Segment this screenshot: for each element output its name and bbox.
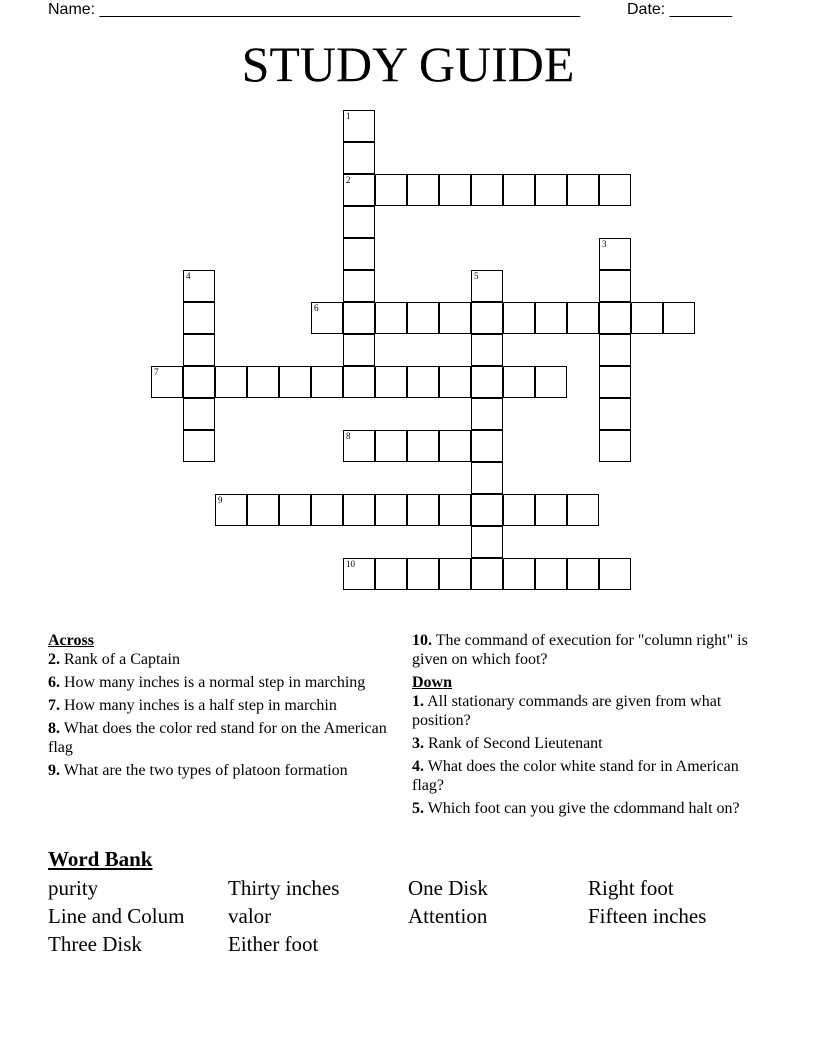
clue-text: How many inches is a half step in marchin — [64, 697, 337, 714]
crossword-cell[interactable] — [247, 494, 279, 526]
clue-across-7 — [48, 696, 393, 715]
crossword-cell[interactable] — [503, 174, 535, 206]
crossword-cell[interactable] — [535, 302, 567, 334]
cell-number: 8 — [346, 431, 351, 441]
cell-number: 2 — [346, 175, 351, 185]
crossword-cell[interactable] — [599, 334, 631, 366]
crossword-cell[interactable] — [535, 174, 567, 206]
crossword-cell[interactable] — [503, 366, 535, 398]
crossword-cell[interactable] — [471, 494, 503, 526]
crossword-cell[interactable] — [599, 366, 631, 398]
crossword-cell[interactable] — [599, 174, 631, 206]
crossword-cell[interactable] — [471, 462, 503, 494]
crossword-cell[interactable] — [471, 302, 503, 334]
crossword-cell[interactable] — [183, 334, 215, 366]
clue-text: What does the color red stand for on the American flag — [48, 720, 387, 756]
clue-number: 6. — [48, 674, 60, 691]
crossword-cell[interactable] — [407, 494, 439, 526]
crossword-cell[interactable] — [247, 366, 279, 398]
cell-number: 5 — [474, 271, 479, 281]
crossword-cell[interactable] — [183, 398, 215, 430]
clue-text: Rank of Second Lieutenant — [428, 735, 603, 752]
date-field-label: Date: _______ — [627, 1, 732, 18]
clue-text: Rank of a Captain — [64, 651, 180, 668]
crossword-cell[interactable] — [311, 494, 343, 526]
crossword-cell[interactable] — [183, 302, 215, 334]
crossword-cell[interactable] — [439, 430, 471, 462]
crossword-cell[interactable] — [503, 558, 535, 590]
crossword-cell[interactable] — [599, 398, 631, 430]
crossword-cell[interactable] — [343, 558, 375, 590]
cell-number: 7 — [154, 367, 159, 377]
crossword-cell[interactable] — [535, 494, 567, 526]
name-field-label: Name: ______________________________________________________ — [48, 1, 581, 18]
crossword-cell[interactable] — [343, 110, 375, 142]
word-bank-item: Three Disk — [48, 932, 142, 956]
clue-across-2 — [48, 650, 393, 669]
crossword-cell[interactable] — [439, 494, 471, 526]
crossword-cell[interactable] — [375, 494, 407, 526]
clue-number: 7. — [48, 697, 60, 714]
clue-text: Which foot can you give the cdommand halt on? — [427, 800, 740, 817]
clue-down-1 — [412, 692, 762, 730]
crossword-cell[interactable] — [599, 270, 631, 302]
crossword-cell[interactable] — [567, 302, 599, 334]
crossword-cell[interactable] — [567, 558, 599, 590]
crossword-cell[interactable] — [311, 366, 343, 398]
crossword-cell[interactable] — [503, 302, 535, 334]
word-bank-item: Line and Colum — [48, 904, 185, 928]
crossword-cell[interactable] — [375, 174, 407, 206]
clue-across-6 — [48, 673, 393, 692]
word-bank-item: Fifteen inches — [588, 904, 707, 928]
crossword-cell[interactable] — [567, 174, 599, 206]
clue-across-9 — [48, 761, 393, 780]
crossword-cell[interactable] — [471, 366, 503, 398]
cell-number: 3 — [602, 239, 607, 249]
crossword-cell[interactable] — [279, 494, 311, 526]
crossword-cell[interactable] — [407, 366, 439, 398]
crossword-cell[interactable] — [407, 302, 439, 334]
crossword-cell[interactable] — [631, 302, 663, 334]
word-bank-item: One Disk — [408, 876, 488, 900]
crossword-cell[interactable] — [439, 302, 471, 334]
cell-number: 10 — [346, 559, 355, 569]
crossword-cell[interactable] — [535, 366, 567, 398]
crossword-cell[interactable] — [343, 366, 375, 398]
crossword-cell[interactable] — [375, 366, 407, 398]
cell-number: 1 — [346, 111, 351, 121]
crossword-cell[interactable] — [279, 366, 311, 398]
crossword-cell[interactable] — [183, 366, 215, 398]
page-title: STUDY GUIDE — [241, 36, 575, 92]
clues-left-column — [48, 631, 393, 784]
word-bank-item: valor — [228, 904, 272, 928]
clue-down-4 — [412, 757, 762, 795]
clues-right-column — [412, 631, 762, 822]
crossword-cell[interactable] — [343, 238, 375, 270]
word-bank-item: Right foot — [588, 876, 674, 900]
crossword-cell[interactable] — [663, 302, 695, 334]
crossword-cell[interactable] — [407, 558, 439, 590]
word-bank-item: Thirty inches — [228, 876, 340, 900]
across-heading: Across — [48, 632, 94, 649]
crossword-cell[interactable] — [439, 366, 471, 398]
crossword-cell[interactable] — [375, 302, 407, 334]
clue-number: 3. — [412, 735, 424, 752]
crossword-cell[interactable] — [343, 430, 375, 462]
crossword-cell[interactable] — [599, 238, 631, 270]
crossword-cell[interactable] — [183, 430, 215, 462]
word-bank-title: Word Bank — [48, 847, 153, 871]
clue-number: 10. — [412, 632, 432, 649]
clue-number: 9. — [48, 762, 60, 779]
crossword-cell[interactable] — [343, 142, 375, 174]
clue-text: How many inches is a normal step in marching — [64, 674, 366, 691]
crossword-cell[interactable] — [343, 494, 375, 526]
crossword-cell[interactable] — [567, 494, 599, 526]
clue-text: What does the color white stand for in American flag? — [412, 758, 739, 794]
crossword-cell[interactable] — [503, 494, 535, 526]
crossword-cell[interactable] — [471, 174, 503, 206]
clue-across-8 — [48, 719, 393, 757]
crossword-cell[interactable] — [535, 558, 567, 590]
word-bank-item: purity — [48, 876, 99, 900]
crossword-cell[interactable] — [599, 430, 631, 462]
word-bank-item: Attention — [408, 904, 488, 928]
clue-down-3 — [412, 734, 762, 753]
crossword-cell[interactable] — [215, 366, 247, 398]
crossword-cell[interactable] — [183, 270, 215, 302]
clue-across-10 — [412, 631, 762, 669]
crossword-cell[interactable] — [471, 334, 503, 366]
down-heading: Down — [412, 674, 453, 691]
crossword-cell[interactable] — [407, 174, 439, 206]
crossword-cell[interactable] — [439, 174, 471, 206]
crossword-cell[interactable] — [599, 302, 631, 334]
crossword-cell[interactable] — [215, 494, 247, 526]
crossword-cell[interactable] — [343, 302, 375, 334]
crossword-cell[interactable] — [375, 430, 407, 462]
crossword-cell[interactable] — [343, 206, 375, 238]
clue-number: 1. — [412, 693, 424, 710]
cell-number: 6 — [314, 303, 319, 313]
crossword-cell[interactable] — [471, 270, 503, 302]
crossword-cell[interactable] — [471, 558, 503, 590]
crossword-cell[interactable] — [471, 398, 503, 430]
clue-number: 8. — [48, 720, 60, 737]
crossword-cell[interactable] — [343, 270, 375, 302]
clue-text: The command of execution for "column right" is given on which foot? — [412, 632, 748, 668]
crossword-cell[interactable] — [375, 558, 407, 590]
crossword-cell[interactable] — [151, 366, 183, 398]
clue-down-5 — [412, 799, 762, 818]
cell-number: 4 — [186, 271, 191, 281]
clue-text: What are the two types of platoon formation — [63, 762, 348, 779]
crossword-cell[interactable] — [599, 558, 631, 590]
clue-text: All stationary commands are given from what position? — [412, 693, 722, 729]
word-bank-item: Either foot — [228, 932, 319, 956]
clue-number: 4. — [412, 758, 424, 775]
crossword-cell[interactable] — [407, 430, 439, 462]
crossword-cell[interactable] — [471, 526, 503, 558]
clue-number: 5. — [412, 800, 424, 817]
crossword-cell[interactable] — [343, 174, 375, 206]
crossword-cell[interactable] — [311, 302, 343, 334]
crossword-cell[interactable] — [343, 334, 375, 366]
crossword-cell[interactable] — [439, 558, 471, 590]
crossword-cell[interactable] — [471, 430, 503, 462]
clue-number: 2. — [48, 651, 60, 668]
cell-number: 9 — [218, 495, 223, 505]
